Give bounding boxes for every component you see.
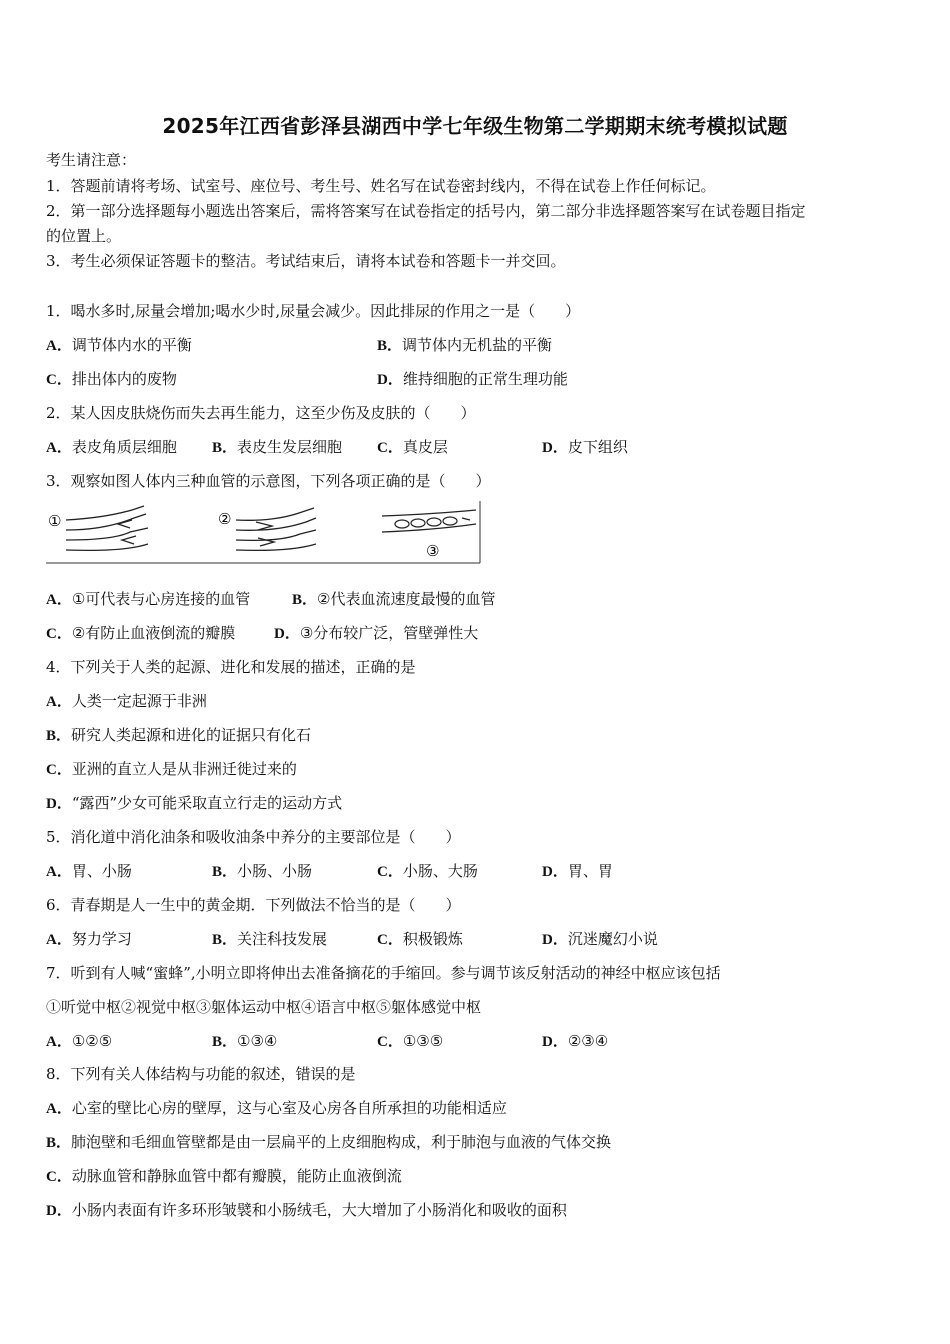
question-4-option-b[interactable]: B．研究人类起源和进化的证据只有化石 [46,726,312,744]
question-5-option-d[interactable]: D．胃、胃 [542,862,613,880]
question-7-substatement: ①听觉中枢②视觉中枢③躯体运动中枢④语言中枢⑤躯体感觉中枢 [46,998,482,1016]
question-7-option-b[interactable]: B．①③④ [212,1032,278,1050]
question-3-option-c[interactable]: C．②有防止血液倒流的瓣膜 [46,624,236,642]
question-3-option-a[interactable]: A．①可代表与心房连接的血管 [46,590,251,608]
question-5-stem: 5．消化道中消化油条和吸收油条中养分的主要部位是（ ） [46,828,461,846]
question-1-stem: 1．喝水多时,尿量会增加;喝水少时,尿量会减少。因此排尿的作用之一是（ ） [46,302,581,320]
question-1-option-b[interactable]: B．调节体内无机盐的平衡 [377,336,553,354]
question-3-option-d[interactable]: D．③分布较广泛，管壁弹性大 [274,624,479,642]
question-8-option-b[interactable]: B．肺泡壁和毛细血管壁都是由一层扁平的上皮细胞构成，利于肺泡与血液的气体交换 [46,1133,612,1151]
question-2-option-a[interactable]: A．表皮角质层细胞 [46,438,177,456]
question-6-option-a[interactable]: A．努力学习 [46,930,132,948]
vessel-1-drawing [66,506,148,550]
question-7-stem: 7．听到有人喊“蜜蜂”,小明立即将伸出去准备摘花的手缩回。参与调节该反射活动的神经中枢应该包括 [46,964,721,982]
question-3-option-b[interactable]: B．②代表血流速度最慢的血管 [292,590,496,608]
vessel-2-label: ② [218,510,232,528]
vessel-1-label: ① [48,512,62,530]
question-1-option-d[interactable]: D．维持细胞的正常生理功能 [377,370,568,388]
question-1-option-c[interactable]: C．排出体内的废物 [46,370,177,388]
notice-heading: 考生请注意： [46,151,137,169]
blood-vessel-diagram [44,500,482,564]
question-8-option-c[interactable]: C．动脉血管和静脉血管中都有瓣膜，能防止血液倒流 [46,1167,402,1185]
blood-vessel-figure [44,500,482,564]
vessel-3-label: ③ [426,542,440,560]
question-6-stem: 6．青春期是人一生中的黄金期．下列做法不恰当的是（ ） [46,896,461,914]
notice-item: 1．答题前请将考场、试室号、座位号、考生号、姓名写在试卷密封线内，不得在试卷上作任何标记。 [46,177,716,195]
question-8-stem: 8．下列有关人体结构与功能的叙述，错误的是 [46,1065,356,1083]
question-4-stem: 4．下列关于人类的起源、进化和发展的描述，正确的是 [46,658,416,676]
question-2-stem: 2．某人因皮肤烧伤而失去再生能力，这至少伤及皮肤的（ ） [46,404,476,422]
question-6-option-d[interactable]: D．沉迷魔幻小说 [542,930,658,948]
question-4-option-a[interactable]: A．人类一定起源于非洲 [46,692,207,710]
question-6-option-c[interactable]: C．积极锻炼 [377,930,463,948]
vessel-2-drawing [236,508,316,550]
question-4-option-c[interactable]: C．亚洲的直立人是从非洲迁徙过来的 [46,760,297,778]
notice-item: 2．第一部分选择题每小题选出答案后，需将答案写在试卷指定的括号内，第二部分非选择题答案写在试卷题目指定 [46,202,806,220]
question-5-option-c[interactable]: C．小肠、大肠 [377,862,478,880]
question-5-option-b[interactable]: B．小肠、小肠 [212,862,313,880]
notice-item: 3．考生必须保证答题卡的整洁。考试结束后，请将本试卷和答题卡一并交回。 [46,252,566,270]
notice-item: 的位置上。 [46,227,122,245]
question-2-option-b[interactable]: B．表皮生发层细胞 [212,438,343,456]
question-8-option-d[interactable]: D．小肠内表面有许多环形皱襞和小肠绒毛，大大增加了小肠消化和吸收的面积 [46,1201,567,1219]
question-7-option-c[interactable]: C．①③⑤ [377,1032,444,1050]
question-4-option-d[interactable]: D．“露西”少女可能采取直立行走的运动方式 [46,794,343,812]
vessel-3-drawing [382,510,476,532]
question-2-option-d[interactable]: D．皮下组织 [542,438,628,456]
page-title: 2025年江西省彭泽县湖西中学七年级生物第二学期期末统考模拟试题 [162,114,788,138]
question-7-option-a[interactable]: A．①②⑤ [46,1032,113,1050]
question-7-option-d[interactable]: D．②③④ [542,1032,609,1050]
question-2-option-c[interactable]: C．真皮层 [377,438,448,456]
question-3-stem: 3．观察如图人体内三种血管的示意图，下列各项正确的是（ ） [46,472,491,490]
question-8-option-a[interactable]: A．心室的壁比心房的壁厚，这与心室及心房各自所承担的功能相适应 [46,1099,507,1117]
question-1-option-a[interactable]: A．调节体内水的平衡 [46,336,192,354]
question-5-option-a[interactable]: A．胃、小肠 [46,862,132,880]
question-6-option-b[interactable]: B．关注科技发展 [212,930,328,948]
